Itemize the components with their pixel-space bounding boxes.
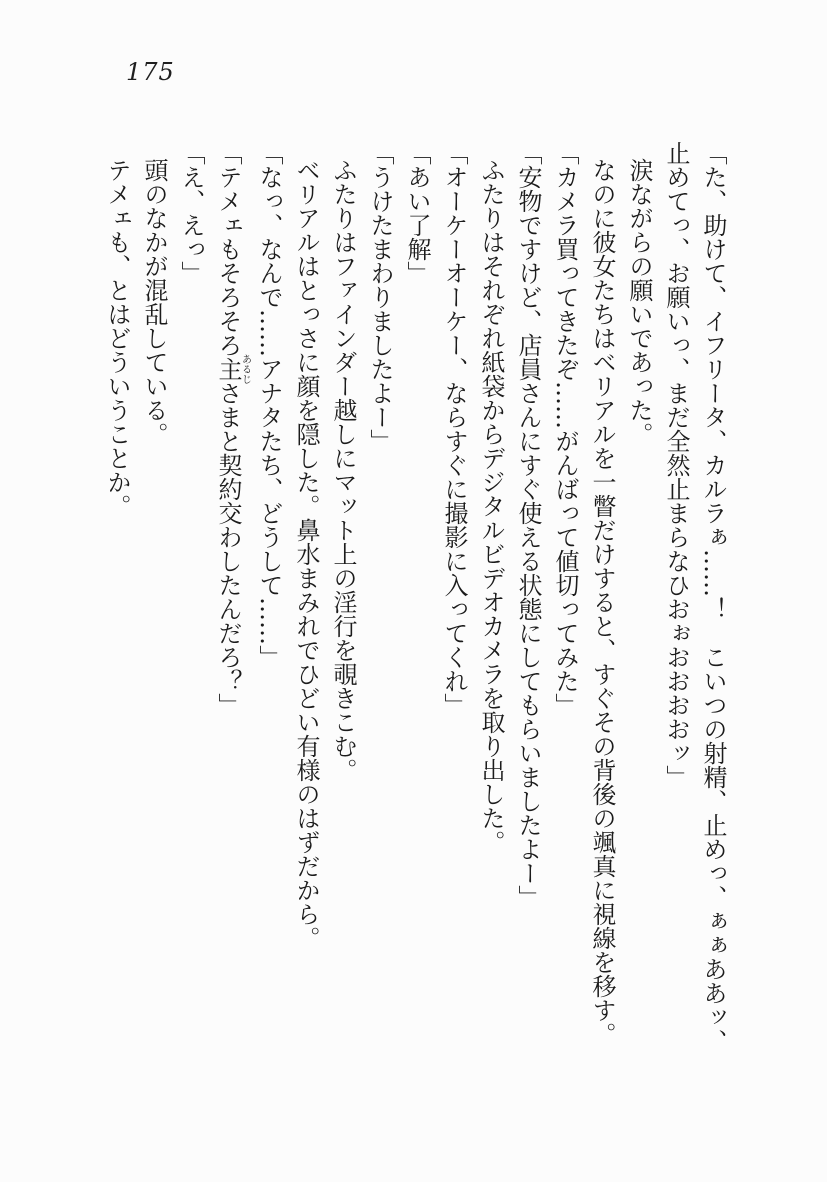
text-line xyxy=(324,141,361,1086)
page-number: 175 xyxy=(126,58,175,86)
text-line xyxy=(135,141,172,1086)
body-text xyxy=(98,141,731,1086)
text-segment: 「うけたまわりましたよー」 xyxy=(366,141,394,453)
text-line xyxy=(509,141,546,1086)
text-segment: ふたりはそれぞれ紙袋からデジタルビデオカメラを取り出した。 xyxy=(477,158,505,854)
text-segment: 涙ながらの願いであった。 xyxy=(625,158,653,446)
ruby-annotated-word: 主あるじ xyxy=(214,354,251,384)
text-segment: 頭のなかが混乱している。 xyxy=(140,158,168,446)
text-line xyxy=(657,141,694,1086)
text-line xyxy=(361,141,398,1086)
text-segment: 止めてっ、お願いっ、まだ全然止まらなひおぉおおおおッ」 xyxy=(662,141,690,789)
text-segment: 「オーケーオーケー、ならすぐに撮影に入ってくれ」 xyxy=(440,141,468,717)
text-segment: 「た、助けて、イフリータ、カルラぁ……！ こいつの射精、止めっ、ぁぁああッ、 xyxy=(699,141,727,1053)
text-line xyxy=(398,141,435,1086)
text-segment: テメェも、とはどういうことか。 xyxy=(103,158,131,518)
text-line xyxy=(287,141,324,1086)
text-segment: ベリアルはとっさに顔を隠した。鼻水まみれでひどい有様のはずだから。 xyxy=(292,158,320,950)
text-segment: 「なっ、なんで……アナタたち、どうして……」 xyxy=(255,141,283,669)
text-segment: 「安物ですけど、店員さんにすぐ使える状態にしてもらいましたよー」 xyxy=(514,141,542,909)
text-line xyxy=(98,141,135,1086)
text-line xyxy=(472,141,509,1086)
text-line xyxy=(250,141,287,1086)
text-line xyxy=(583,141,620,1086)
text-segment: さまと契約交わしたんだろ？」 xyxy=(214,381,242,717)
text-line xyxy=(435,141,472,1086)
text-segment: ふたりはファインダー越しにマット上の淫行を覗きこむ。 xyxy=(329,158,357,782)
text-line xyxy=(546,141,583,1086)
text-line xyxy=(620,141,657,1086)
text-line xyxy=(172,141,209,1086)
text-line xyxy=(694,141,731,1086)
text-segment: 「カメラ買ってきたぞ……がんばって値切ってみた」 xyxy=(551,141,579,717)
text-line xyxy=(209,141,250,1086)
furigana: あるじ xyxy=(239,354,251,384)
text-segment: 「あい了解」 xyxy=(403,141,431,285)
text-segment: 「テメェもそろそろ xyxy=(214,141,242,357)
text-segment: なのに彼女たちはベリアルを一瞥だけすると、すぐその背後の颯真に視線を移す。 xyxy=(588,158,616,1046)
text-segment: 「え、えっ」 xyxy=(177,141,205,285)
